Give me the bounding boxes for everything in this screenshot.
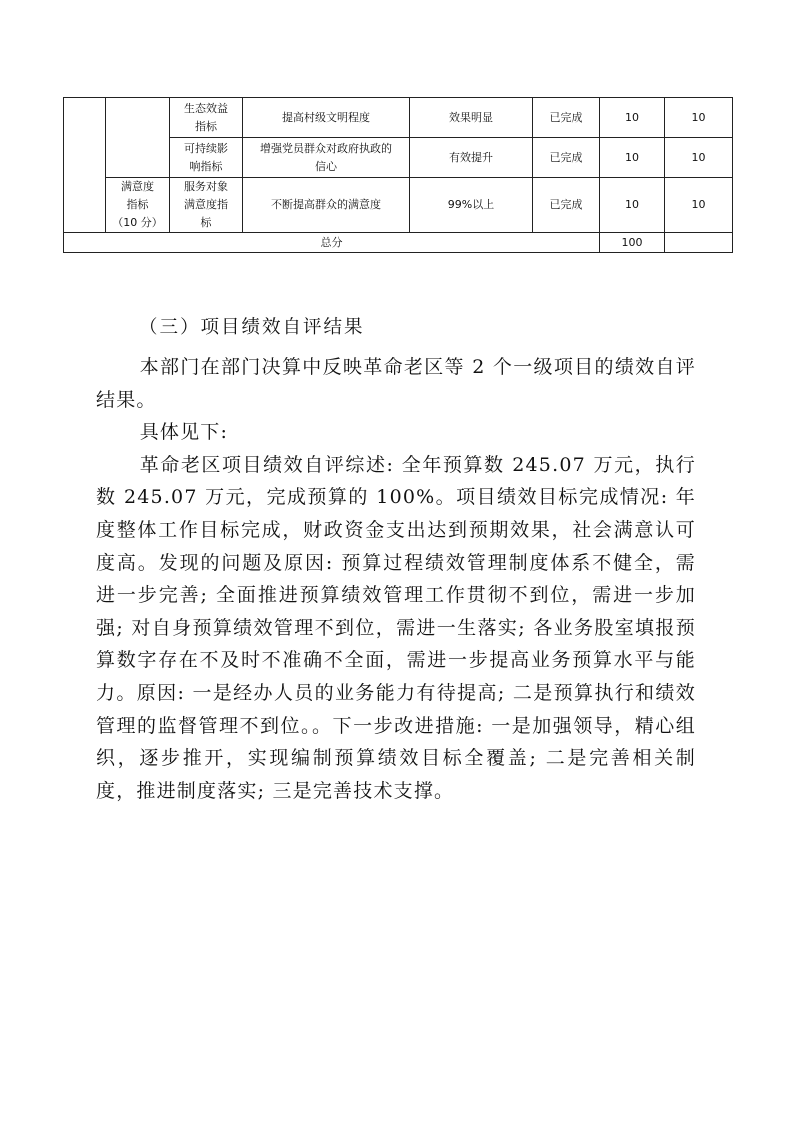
- indicator-cell: 提高村级文明程度: [243, 98, 410, 138]
- indicator-cell: 不断提高群众的满意度: [243, 178, 410, 233]
- level1-cell: [106, 98, 170, 178]
- score-cell: 10: [665, 98, 733, 138]
- weight-cell: 10: [600, 98, 665, 138]
- weight-cell: 10: [600, 138, 665, 178]
- paragraph: 革命老区项目绩效自评综述: 全年预算数 245.07 万元，执行数 245.07 万元，完成预算的 100%。项目绩效目标完成情况: 年度整体工作目标完成，财政资金支出达到预期效果，社会满意认可度高。发现的问题及原因: 预算过程绩效管理制度体系不健全，需进一步完善; 全面推进预算绩效管理工作贯彻不到位，需进一步加强; 对自身预算绩效管理不到位，需进一生落实; 各业务股室填报预算数字存在不及时不准确不全面，需进一步提高业务预算水平与能力。原因: 一是经办人员的业务能力有待提高; 二是预算执行和绩效管理的监督管理不到位。。下一步改进措施: 一是加强领导，精心组织，逐步推开，实现编制预算绩效目标全覆盖; 二是完善相关制度，推进制度落实; 三是完善技术支撑。: [96, 453, 696, 802]
- total-weight: 100: [600, 233, 665, 253]
- target-cell: 99%以上: [410, 178, 533, 233]
- score-cell: 10: [665, 178, 733, 233]
- level2-cell: 可持续影 响指标: [170, 138, 243, 178]
- status-cell: 已完成: [533, 98, 600, 138]
- target-cell: 效果明显: [410, 98, 533, 138]
- weight-cell: 10: [600, 178, 665, 233]
- status-cell: 已完成: [533, 178, 600, 233]
- paragraph: 具体见下:: [139, 421, 229, 444]
- table-row: [64, 98, 733, 138]
- section-heading: （三）项目绩效自评结果: [139, 317, 365, 338]
- paragraph: 本部门在部门决算中反映革命老区等 2 个一级项目的绩效自评结果。: [96, 356, 696, 411]
- level0-cell: [64, 98, 106, 233]
- score-cell: 10: [665, 138, 733, 178]
- table-row: [64, 178, 733, 233]
- indicator-cell: 增强党员群众对政府执政的 信心: [243, 138, 410, 178]
- level2-cell: 生态效益 指标: [170, 98, 243, 138]
- total-score: [665, 233, 733, 253]
- target-cell: 有效提升: [410, 138, 533, 178]
- performance-table: [63, 97, 733, 253]
- status-cell: 已完成: [533, 138, 600, 178]
- level2-cell: 服务对象 满意度指 标: [170, 178, 243, 233]
- total-row: [64, 233, 733, 253]
- total-label: 总分: [64, 233, 600, 253]
- section-body: [96, 351, 696, 807]
- level1-cell: 满意度 指标 （10 分）: [106, 178, 170, 233]
